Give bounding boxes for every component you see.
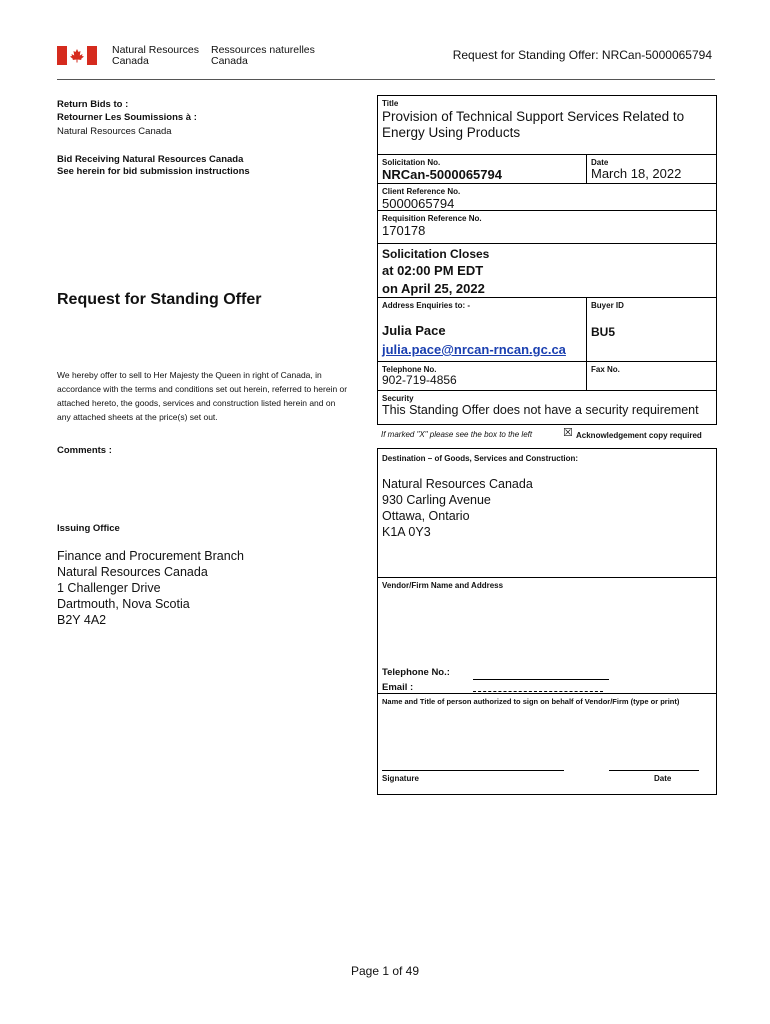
if-marked-note: If marked "X" please see the box to the left	[381, 430, 533, 439]
contact-email-link[interactable]: julia.pace@nrcan-rncan.gc.ca	[382, 342, 566, 357]
fax-cell	[586, 361, 717, 391]
destination-label: Destination – of Goods, Services and Construction:	[382, 454, 579, 463]
title-label: Title	[382, 99, 399, 108]
authorized-label: Name and Title of person authorized to sign on behalf of Vendor/Firm (type or print)	[382, 697, 680, 706]
bid-receiving: Bid Receiving Natural Resources Canada	[57, 154, 244, 165]
security-cell	[377, 390, 717, 425]
rso-heading: Request for Standing Offer	[57, 291, 262, 308]
date-value: March 18, 2022	[591, 166, 682, 181]
canada-flag-icon	[57, 46, 97, 65]
document-header-title: Request for Standing Offer: NRCan-5000065794	[452, 48, 712, 62]
comments-label: Comments :	[57, 445, 112, 456]
signature-line[interactable]	[382, 770, 564, 771]
date-cell	[586, 154, 717, 184]
signature-label: Signature	[382, 774, 419, 783]
date-line[interactable]	[609, 770, 699, 771]
address-enquiries-cell	[377, 297, 587, 362]
closes-line-2: at 02:00 PM EDT	[382, 263, 484, 278]
client-ref-label: Client Reference No.	[382, 187, 461, 196]
bid-instructions: See herein for bid submission instructions	[57, 166, 250, 177]
authorized-cell	[377, 693, 717, 795]
destination-address: Natural Resources Canada 930 Carling Avenue Ottawa, Ontario K1A 0Y3	[382, 477, 533, 539]
destination-cell	[377, 448, 717, 578]
vendor-telephone-label: Telephone No.:	[382, 667, 450, 678]
req-ref-value: 170178	[382, 223, 426, 238]
client-ref-value: 5000065794	[382, 196, 455, 211]
offer-paragraph: We hereby offer to sell to Her Majesty the Queen in right of Canada, in accordance with the terms and conditions set out herein, referred to herein or attached hereto, the goods, services and construction listed herein and on any attached sheets at the price(s) set out.	[57, 370, 348, 422]
req-ref-label: Requisition Reference No.	[382, 214, 482, 223]
return-bids-label: Return Bids to :	[57, 99, 129, 110]
title-value: Provision of Technical Support Services Related to Energy Using Products	[382, 109, 685, 140]
ack-checkbox[interactable]: ☒	[563, 427, 573, 439]
dept-name-en: Natural Resources Canada	[112, 44, 199, 67]
address-enquiries-label: Address Enquiries to: -	[382, 301, 471, 310]
vendor-email-label: Email :	[382, 682, 414, 693]
solicitation-cell	[377, 154, 587, 184]
closing-cell	[377, 243, 717, 298]
vendor-telephone-line[interactable]	[473, 679, 609, 680]
telephone-cell	[377, 361, 587, 391]
fax-label: Fax No.	[591, 365, 620, 374]
solicitation-value: NRCan-5000065794	[382, 167, 502, 182]
telephone-value: 902-719-4856	[382, 373, 457, 387]
return-org: Natural Resources Canada	[57, 126, 172, 137]
vendor-label: Vendor/Firm Name and Address	[382, 581, 504, 590]
buyer-id-cell	[586, 297, 717, 362]
date-label: Date	[591, 158, 609, 167]
ack-label: Acknowledgement copy required	[576, 431, 702, 440]
retourner-label: Retourner Les Soumissions à :	[57, 112, 197, 123]
dept-name-fr: Ressources naturelles Canada	[211, 44, 315, 67]
req-ref-cell	[377, 210, 717, 244]
issuing-office-address: Finance and Procurement Branch Natural Resources Canada 1 Challenger Drive Dartmouth, Nova Scotia B2Y 4A2	[57, 549, 244, 627]
solicitation-label: Solicitation No.	[382, 158, 441, 167]
buyer-id-label: Buyer ID	[591, 301, 624, 310]
vendor-cell	[377, 577, 717, 694]
contact-name: Julia Pace	[382, 323, 446, 338]
page-number: Page 1 of 49	[350, 964, 420, 978]
header-rule	[57, 79, 715, 80]
closes-line-1: Solicitation Closes	[382, 247, 490, 261]
closes-line-3: on April 25, 2022	[382, 281, 485, 296]
issuing-office-label: Issuing Office	[57, 523, 120, 534]
buyer-id-value: BU5	[591, 325, 616, 339]
date2-label: Date	[654, 774, 672, 783]
client-ref-cell	[377, 183, 717, 211]
security-label: Security	[382, 394, 414, 403]
title-cell	[377, 95, 717, 155]
telephone-label: Telephone No.	[382, 365, 437, 374]
security-value: This Standing Offer does not have a security requirement	[382, 403, 699, 417]
